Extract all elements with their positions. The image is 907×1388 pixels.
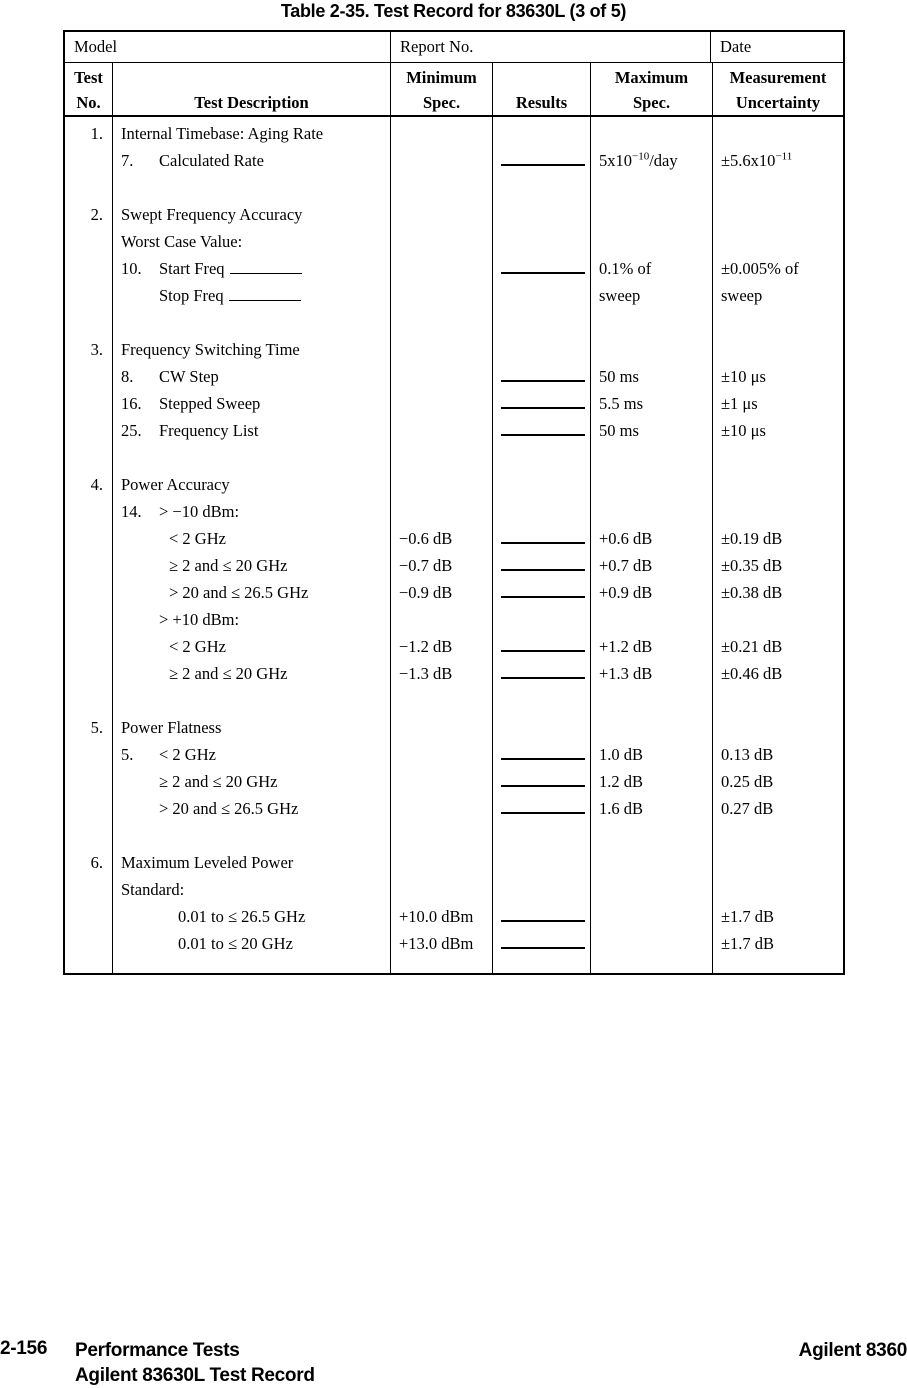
test-description-line	[113, 282, 390, 309]
results-line	[493, 930, 590, 957]
test-description-line	[113, 552, 390, 579]
max-spec-value: 1.2 dB	[599, 772, 644, 791]
test-description-line	[113, 606, 390, 633]
description-text: < 2 GHz	[169, 529, 226, 548]
uncertainty-value: ±0.46 dB	[721, 664, 783, 683]
max-spec-value: +1.2 dB	[599, 637, 653, 656]
results-blank-line	[501, 795, 585, 814]
test-description-line	[113, 930, 390, 957]
min-spec-value: −1.2 dB	[399, 637, 453, 656]
page-footer	[0, 1338, 907, 1388]
description-text: 0.01 to ≤ 26.5 GHz	[178, 907, 306, 926]
results-blank-line	[501, 633, 585, 652]
sub-test-number: 16.	[121, 394, 142, 413]
results-line	[493, 363, 590, 390]
min-spec-value: +13.0 dBm	[399, 934, 474, 953]
uncertainty-value: ±0.005% of	[721, 259, 799, 278]
test-description-line	[113, 768, 390, 795]
test-description-line	[113, 876, 390, 903]
results-line	[493, 795, 590, 822]
description-text: < 2 GHz	[169, 637, 226, 656]
max-spec-value: 50 ms	[599, 367, 639, 386]
results-blank-line	[501, 930, 585, 949]
description-text: Power Flatness	[121, 718, 222, 737]
column-header-measurement-uncertainty: Measurement Uncertainty	[712, 63, 843, 115]
test-number: 1.	[90, 124, 103, 143]
description-text: Standard:	[121, 880, 185, 899]
results-line	[493, 525, 590, 552]
results-line	[493, 147, 590, 174]
results-line	[493, 768, 590, 795]
sub-test-number: 10.	[121, 259, 142, 278]
results-blank-line	[501, 363, 585, 382]
uncertainty-value: sweep	[721, 286, 763, 305]
test-description-line	[113, 363, 390, 390]
results-blank-line	[501, 768, 585, 787]
sub-test-number: 25.	[121, 421, 142, 440]
description-text: < 2 GHz	[159, 745, 216, 764]
test-description-line	[113, 795, 390, 822]
uncertainty-value: ±0.35 dB	[721, 556, 783, 575]
test-description-line	[113, 147, 390, 174]
uncertainty-value: ±0.38 dB	[721, 583, 783, 602]
footer-left	[0, 1338, 907, 1388]
uncertainty-value: 0.27 dB	[721, 799, 774, 818]
uncertainty-value: ±1 μs	[721, 394, 758, 413]
uncertainty-value: $\pm 5.6x10^{-11}$	[721, 150, 793, 170]
uncertainty-value: ±1.7 dB	[721, 907, 775, 926]
fill-in-blank	[229, 285, 301, 301]
max-spec-value: sweep	[599, 286, 641, 305]
results-blank-line	[501, 525, 585, 544]
results-line	[493, 903, 590, 930]
test-description-line	[113, 120, 390, 147]
description-column	[112, 117, 390, 973]
page-title: Table 2-35. Test Record for 83630L (3 of 5)	[280, 1, 627, 21]
test-number: 5.	[90, 718, 103, 737]
test-description-line	[113, 525, 390, 552]
uncertainty-value: 0.13 dB	[721, 745, 774, 764]
test-number: 2.	[90, 205, 103, 224]
model-field-label: Model	[74, 37, 118, 56]
test-description-line	[113, 660, 390, 687]
results-line	[493, 741, 590, 768]
description-text: > −10 dBm:	[159, 502, 240, 521]
test-description-line	[113, 714, 390, 741]
sub-test-number: 14.	[121, 502, 142, 521]
results-column	[492, 117, 590, 973]
description-text: Maximum Leveled Power	[121, 853, 294, 872]
uncertainty-value: 0.25 dB	[721, 772, 774, 791]
description-text: Stop Freq	[159, 286, 224, 305]
sub-test-number: 8.	[121, 367, 134, 386]
uncertainty-value: ±0.19 dB	[721, 529, 783, 548]
max-spec-value: +0.6 dB	[599, 529, 653, 548]
column-header-results: Results	[492, 63, 590, 115]
description-text: Swept Frequency Accuracy	[121, 205, 303, 224]
description-text: Worst Case Value:	[121, 232, 243, 251]
column-header-row	[65, 63, 843, 117]
test-number: 4.	[90, 475, 103, 494]
description-text: Power Accuracy	[121, 475, 230, 494]
results-blank-line	[501, 552, 585, 571]
max-spec-value: 0.1% of	[599, 259, 652, 278]
footer-manual-title: Agilent 8360	[798, 1340, 907, 1361]
min-spec-value: +10.0 dBm	[399, 907, 474, 926]
results-line	[493, 660, 590, 687]
footer-section-lines	[75, 1338, 315, 1388]
results-blank-line	[501, 579, 585, 598]
results-blank-line	[501, 903, 585, 922]
description-text: ≥ 2 and ≤ 20 GHz	[159, 772, 278, 791]
test-description-line	[113, 579, 390, 606]
results-line	[493, 633, 590, 660]
test-description-line	[113, 390, 390, 417]
uncertainty-column	[712, 117, 843, 973]
max-spec-value: $5x10^{-10}$/day	[599, 150, 678, 170]
footer-section: Performance Tests	[75, 1340, 240, 1361]
description-text: > 20 and ≤ 26.5 GHz	[159, 799, 299, 818]
max-spec-value: 1.0 dB	[599, 745, 644, 764]
test-description-line	[113, 201, 390, 228]
test-description-line	[113, 336, 390, 363]
table-body	[65, 117, 843, 973]
description-text: > +10 dBm:	[159, 610, 240, 629]
results-blank-line	[501, 660, 585, 679]
uncertainty-value: ±10 μs	[721, 367, 766, 386]
uncertainty-value: ±0.21 dB	[721, 637, 783, 656]
test-description-line	[113, 228, 390, 255]
test-number: 6.	[90, 853, 103, 872]
test-description-line	[113, 471, 390, 498]
results-blank-line	[501, 255, 585, 274]
max-spec-column	[590, 117, 712, 973]
results-blank-line	[501, 417, 585, 436]
sub-test-number: 7.	[121, 151, 134, 170]
max-spec-value: +1.3 dB	[599, 664, 653, 683]
fill-in-blank	[230, 258, 302, 274]
max-spec-value: 1.6 dB	[599, 799, 644, 818]
min-spec-value: −0.9 dB	[399, 583, 453, 602]
sub-test-number: 5.	[121, 745, 134, 764]
column-header-minimum-spec: Minimum Spec.	[390, 63, 492, 115]
results-line	[493, 552, 590, 579]
uncertainty-value: ±1.7 dB	[721, 934, 775, 953]
description-text: Frequency List	[159, 421, 259, 440]
description-text: CW Step	[159, 367, 219, 386]
test-description-line	[113, 417, 390, 444]
test-description-line	[113, 498, 390, 525]
results-line	[493, 417, 590, 444]
footer-subsection: Agilent 83630L Test Record	[75, 1365, 315, 1386]
max-spec-value: 5.5 ms	[599, 394, 644, 413]
min-spec-value: −0.7 dB	[399, 556, 453, 575]
description-text: Start Freq	[159, 259, 225, 278]
uncertainty-value: ±10 μs	[721, 421, 766, 440]
test-record-table	[63, 30, 845, 975]
max-spec-value: +0.7 dB	[599, 556, 653, 575]
min-spec-value: −0.6 dB	[399, 529, 453, 548]
max-spec-value: 50 ms	[599, 421, 639, 440]
results-blank-line	[501, 741, 585, 760]
table-info-row	[65, 32, 843, 63]
description-text: Internal Timebase: Aging Rate	[121, 124, 324, 143]
description-text: > 20 and ≤ 26.5 GHz	[169, 583, 309, 602]
test-description-line	[113, 903, 390, 930]
results-blank-line	[501, 147, 585, 166]
results-blank-line	[501, 390, 585, 409]
column-header-test-no: Test No.	[74, 68, 103, 112]
results-line	[493, 390, 590, 417]
description-text: ≥ 2 and ≤ 20 GHz	[169, 664, 288, 683]
description-text: Calculated Rate	[159, 151, 264, 170]
footer-page-number: 2-156	[0, 1338, 48, 1359]
test-no-column	[65, 117, 112, 973]
max-spec-value: +0.9 dB	[599, 583, 653, 602]
results-line	[493, 579, 590, 606]
test-description-line	[113, 633, 390, 660]
description-text: 0.01 to ≤ 20 GHz	[178, 934, 293, 953]
column-header-test-description: Test Description	[112, 63, 390, 115]
test-number: 3.	[90, 340, 103, 359]
min-spec-value: −1.3 dB	[399, 664, 453, 683]
description-text: ≥ 2 and ≤ 20 GHz	[169, 556, 288, 575]
date-field-label: Date	[710, 32, 843, 62]
description-text: Stepped Sweep	[159, 394, 261, 413]
min-spec-column	[390, 117, 492, 973]
results-line	[493, 255, 590, 282]
column-header-maximum-spec: Maximum Spec.	[590, 63, 712, 115]
test-description-line	[113, 255, 390, 282]
test-description-line	[113, 849, 390, 876]
description-text: Frequency Switching Time	[121, 340, 300, 359]
report-no-field-label: Report No.	[390, 32, 710, 62]
test-description-line	[113, 741, 390, 768]
